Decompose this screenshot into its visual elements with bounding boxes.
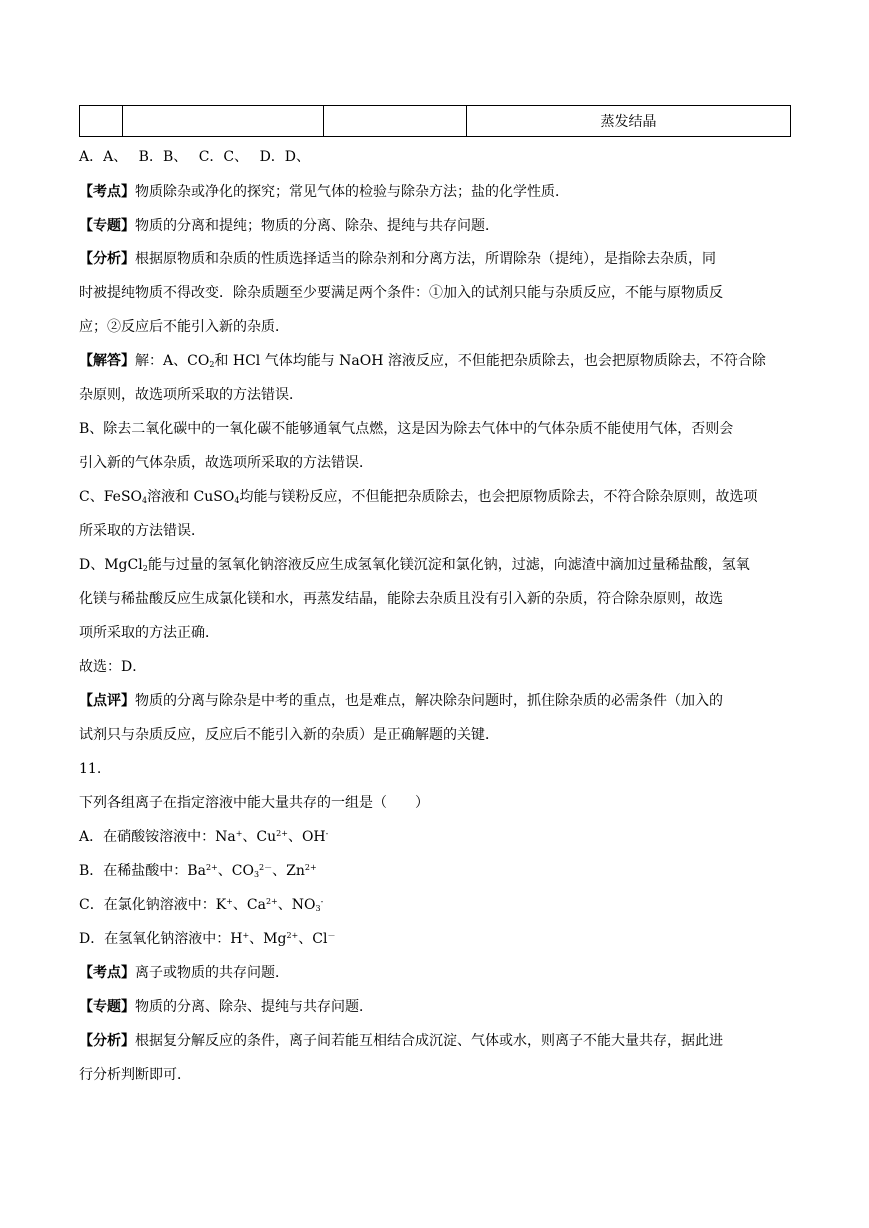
q10-options: A．A、 B．B、 C．C、 D．D、 (79, 149, 311, 165)
zhuanti-text: 物质的分离和提纯；物质的分离、除杂、提纯与共存问题． (135, 218, 499, 234)
table-cell (123, 106, 324, 137)
q11-option-a (79, 827, 328, 847)
q10-kaodian (79, 182, 569, 202)
fenxi-text-1: 根据原物质和杂质的性质选择适当的除杂剂和分离方法，所谓除杂（提纯），是指除去杂质，同 (135, 251, 716, 267)
q10-dianping-2: 试剂只与杂质反应，反应后不能引入新的杂质）是正确解题的关键． (79, 727, 499, 743)
kaodian-label: 【考点】 (79, 184, 135, 200)
superscript: - (320, 897, 324, 906)
zhuanti-text: 物质的分离、除杂、提纯与共存问题． (135, 999, 373, 1015)
dianping-label: 【点评】 (79, 693, 135, 709)
kaodian-text: 离子或物质的共存问题． (135, 965, 289, 981)
opt-text: 、Cl (298, 931, 328, 947)
subscript: 3 (253, 870, 260, 879)
q10-jieda-d-2: 化镁与稀盐酸反应生成氯化镁和水，再蒸发结晶，能除去杂质且没有引入新的杂质，符合除杂原则，故选 (79, 591, 723, 607)
d-text: D、MgCl (79, 557, 143, 573)
q10-jieda-b-1: B、除去二氧化碳中的一氧化碳不能够通氧气点燃，这是因为除去气体中的气体杂质不能使用气体，否则会 (79, 421, 734, 437)
q10-jieda-a-2: 杂原则，故选项所采取的方法错误． (79, 387, 303, 403)
q11-option-c (79, 895, 323, 915)
q10-dianping (79, 691, 723, 711)
opt-text: 、Ca (232, 897, 266, 913)
table-cell (324, 106, 467, 137)
subscript: 4 (234, 496, 240, 505)
opt-text: 、Zn (272, 863, 305, 879)
q10-answer: 故选：D． (79, 659, 147, 675)
q11-stem: 下列各组离子在指定溶液中能大量共存的一组是（ ） (79, 795, 429, 811)
q10-jieda-c-2: 所采取的方法错误． (79, 523, 205, 539)
opt-text: 、Cu (242, 829, 277, 845)
q10-jieda-b-2: 引入新的气体杂质，故选项所采取的方法错误． (79, 455, 373, 471)
q10-zhuanti (79, 216, 499, 236)
opt-text: A．在硝酸铵溶液中：Na (79, 829, 236, 845)
superscript: － (327, 931, 336, 940)
zhuanti-label: 【专题】 (79, 218, 135, 234)
subscript: 2 (142, 564, 148, 573)
jieda-a-text: 解：A、CO (135, 353, 210, 369)
opt-text: B．在稀盐酸中：Ba (79, 863, 206, 879)
opt-text: 、NO (277, 897, 316, 913)
q11-kaodian (79, 963, 289, 983)
superscript: - (325, 829, 329, 838)
fenxi-label: 【分析】 (79, 1033, 135, 1049)
table-row (80, 106, 791, 137)
q10-jieda (79, 351, 766, 371)
q10-fenxi (79, 249, 716, 269)
c-text-post: 均能与镁粉反应，不但能把杂质除去，也会把原物质除去，不符合除杂原则，故选项 (239, 489, 758, 505)
q10-fenxi-2: 时被提纯物质不得改变．除杂质题至少要满足两个条件：①加入的试剂只能与杂质反应，不能与原物质反 (79, 285, 723, 301)
q10-fenxi-3: 应；②反应后不能引入新的杂质． (79, 319, 289, 335)
superscript: + (226, 897, 233, 906)
dianping-text-1: 物质的分离与除杂是中考的重点，也是难点，解决除杂问题时，抓住除杂质的必需条件（加入的 (135, 693, 723, 709)
q11-option-d (79, 929, 335, 949)
kaodian-text: 物质除杂或净化的探究；常见气体的检验与除杂方法；盐的化学性质． (135, 184, 569, 200)
q10-jieda-d-1 (79, 555, 750, 575)
q11-fenxi-2: 行分析判断即可． (79, 1067, 191, 1083)
q11-zhuanti (79, 997, 373, 1017)
zhuanti-label: 【专题】 (79, 999, 135, 1015)
subscript: 4 (142, 496, 148, 505)
superscript: 2+ (205, 863, 218, 872)
table-cell (80, 106, 123, 137)
d-text-post: 能与过量的氢氧化钠溶液反应生成氢氧化镁沉淀和氯化钠，过滤，向滤渣中滴加过量稀盐酸，氢氧 (147, 557, 750, 573)
opt-text: D．在氢氧化钠溶液中：H (79, 931, 243, 947)
superscript: + (242, 931, 250, 940)
c-text-mid: 溶液和 CuSO (147, 489, 235, 505)
c-text: C、FeSO (79, 489, 143, 505)
q10-jieda-d-3: 项所采取的方法正确． (79, 625, 219, 641)
opt-text: 、Mg (249, 931, 287, 947)
subscript: 2 (209, 360, 215, 369)
fenxi-label: 【分析】 (79, 251, 135, 267)
superscript: 2+ (286, 931, 299, 940)
superscript: 2－ (259, 863, 273, 872)
superscript: 2+ (265, 897, 278, 906)
q11-number: 11. (79, 761, 102, 777)
superscript: 2+ (276, 829, 288, 838)
superscript: 2+ (304, 863, 317, 872)
document-page (79, 105, 791, 1083)
opt-text: 、CO (217, 863, 254, 879)
options-table-fragment (79, 105, 791, 137)
superscript: + (235, 829, 243, 838)
table-cell-method: 蒸发结晶 (467, 106, 791, 137)
jieda-label: 【解答】 (79, 353, 135, 369)
q10-jieda-c-1 (79, 487, 757, 507)
subscript: 3 (315, 904, 321, 913)
opt-text: C．在氯化钠溶液中：K (79, 897, 227, 913)
jieda-a-text-cont: 和 HCl 气体均能与 NaOH 溶液反应，不但能把杂质除去，也会把原物质除去，不符合除 (214, 353, 766, 369)
q11-option-b (79, 861, 317, 881)
opt-text: 、OH (287, 829, 326, 845)
kaodian-label: 【考点】 (79, 965, 135, 981)
q11-fenxi (79, 1031, 723, 1051)
fenxi-text-1: 根据复分解反应的条件，离子间若能互相结合成沉淀、气体或水，则离子不能大量共存，据此进 (135, 1033, 723, 1049)
